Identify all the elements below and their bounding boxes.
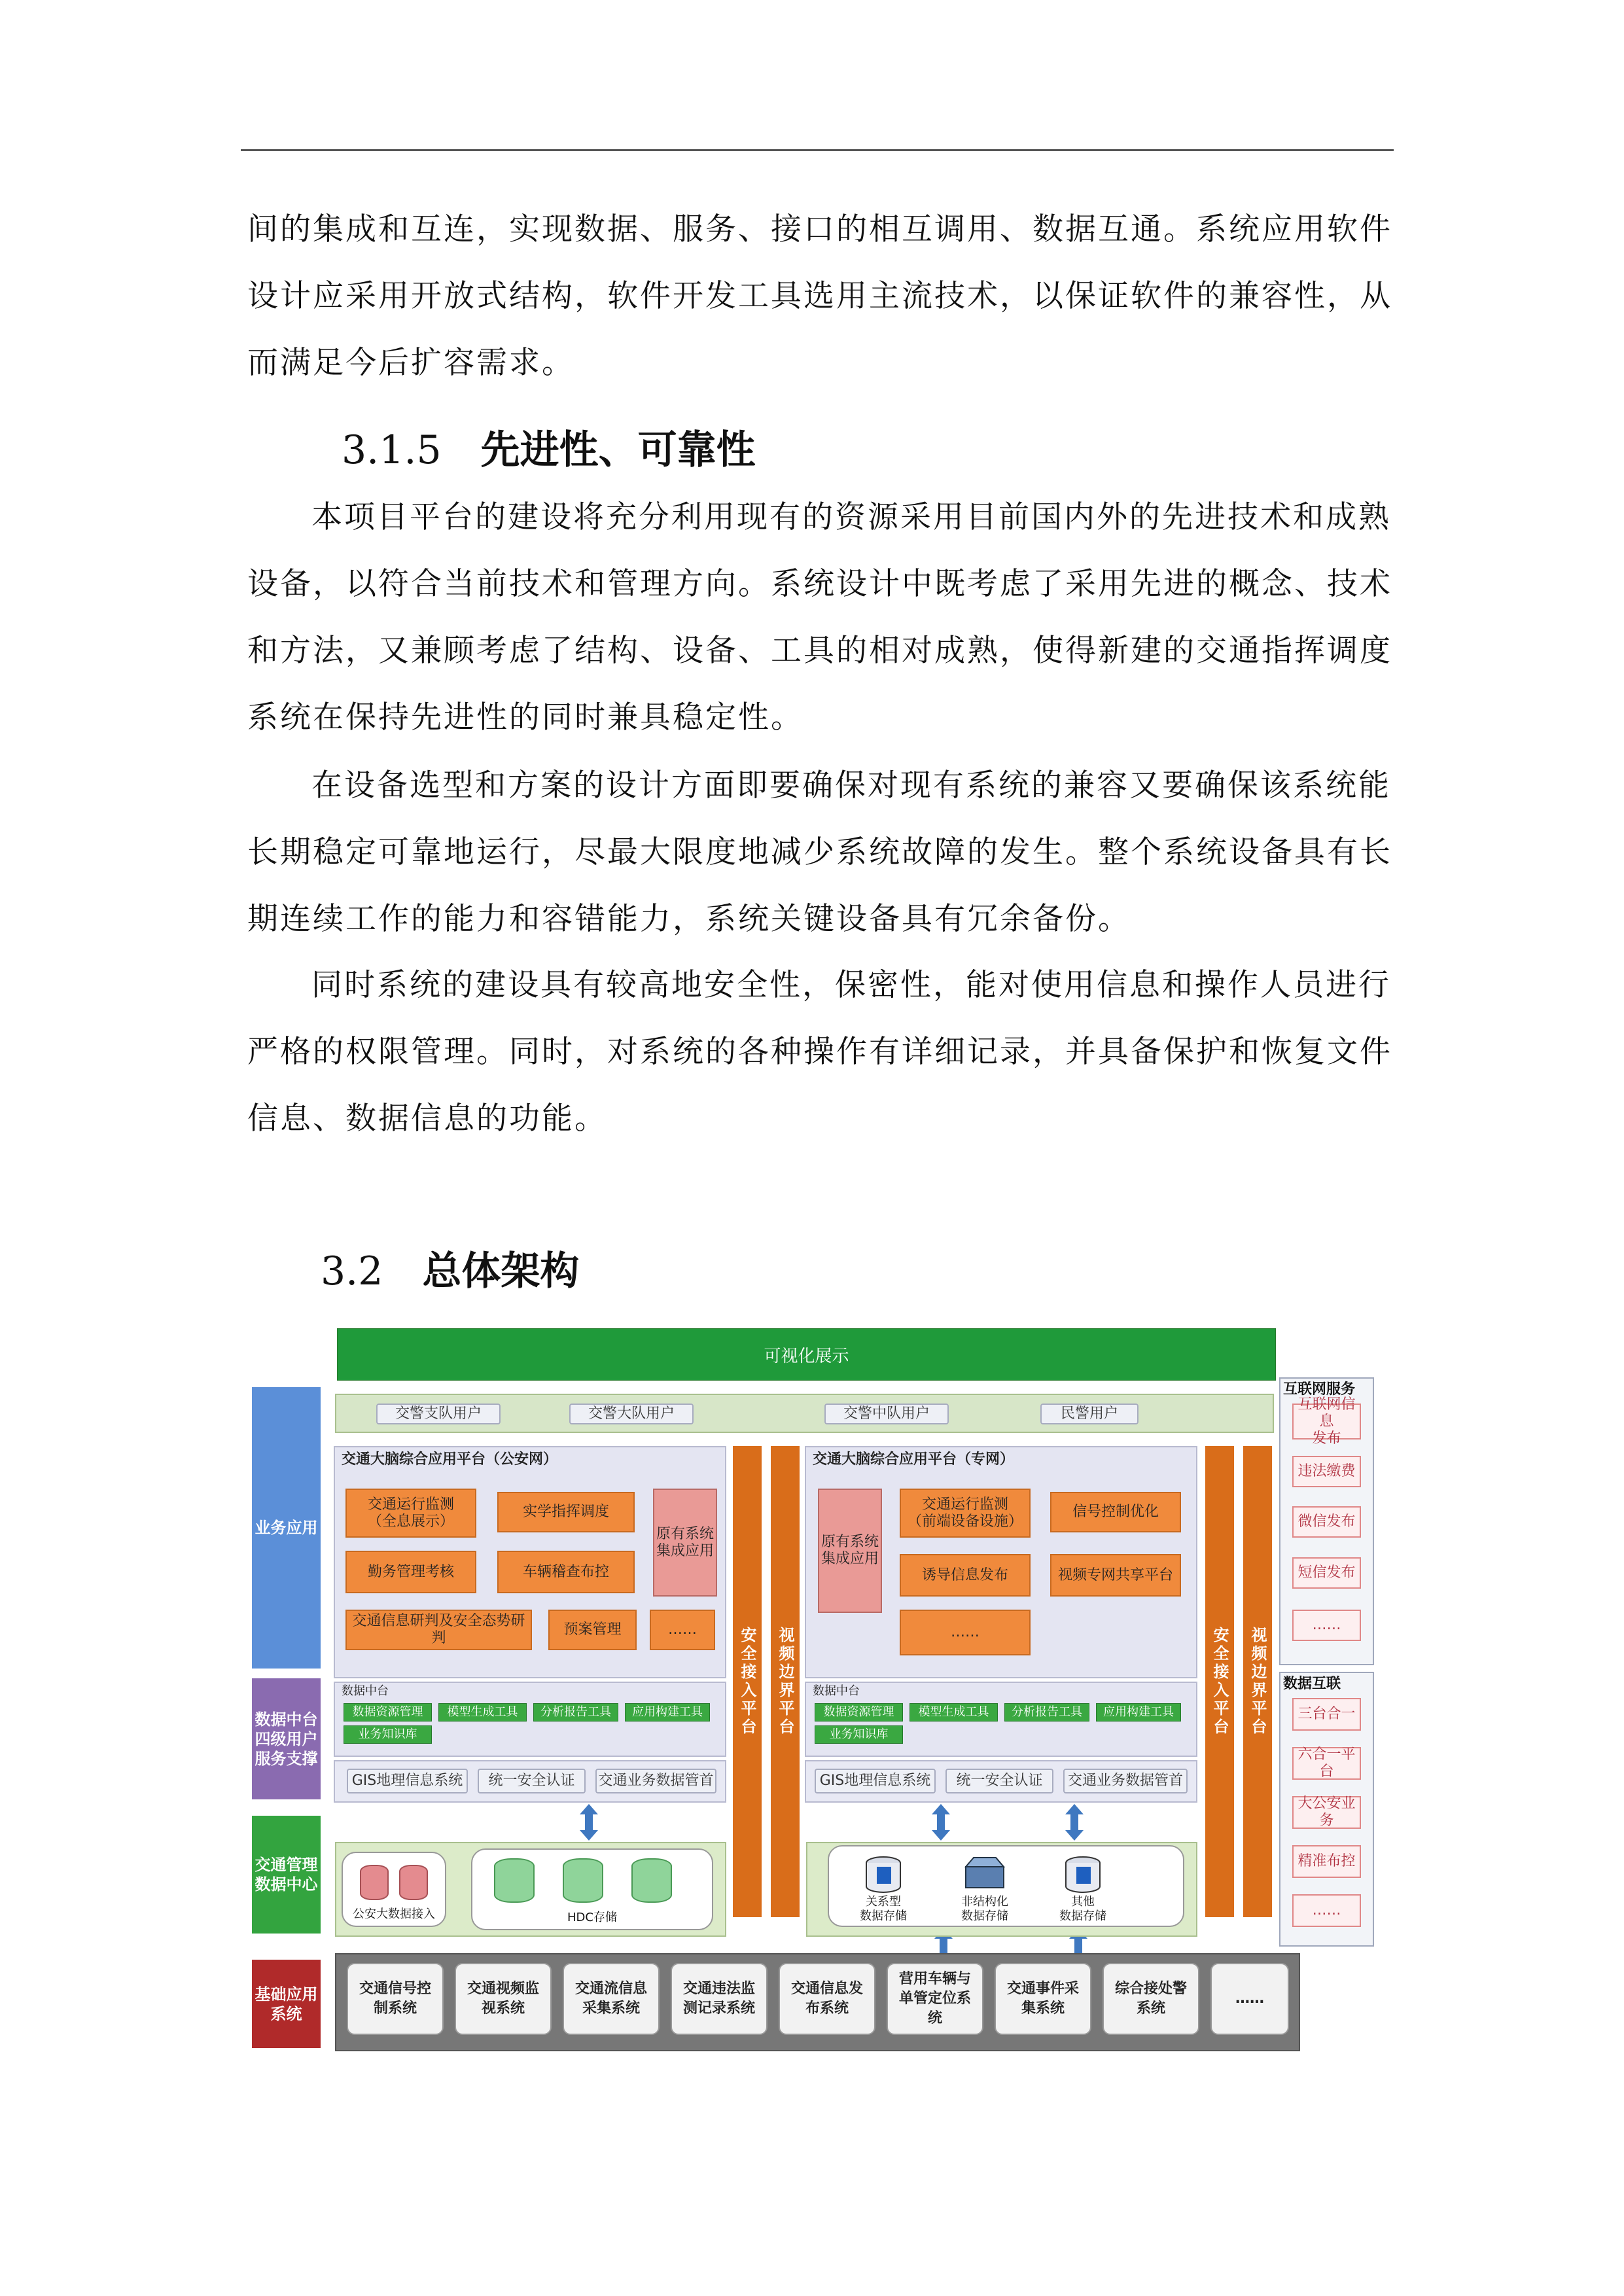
panel-item: 短信发布 xyxy=(1292,1557,1361,1589)
base-system-box: 营用车辆与 单管定位系 统 xyxy=(887,1963,983,2035)
panel-item: 大公安业务 xyxy=(1292,1796,1361,1829)
bigdata-access-box: 公安大数据接入 xyxy=(342,1852,446,1927)
module-box: 预案管理 xyxy=(548,1610,637,1650)
heading-title: 总体架构 xyxy=(422,1248,580,1294)
archive-icon xyxy=(962,1855,1008,1891)
gis-pill: 统一安全认证 xyxy=(478,1769,586,1793)
gis-pill: 交通业务数据管首 xyxy=(595,1769,716,1793)
hdc-storage-box: HDC存储 xyxy=(471,1848,713,1930)
visualization-bar: 可视化展示 xyxy=(337,1328,1276,1381)
gis-pill: 统一安全认证 xyxy=(945,1769,1053,1793)
vertical-bar: 安全接入平台 xyxy=(733,1446,762,1917)
paragraph-3 xyxy=(247,752,1394,953)
tool-box: 应用构建工具 xyxy=(1096,1703,1181,1722)
data-middle-title: 数据中台 xyxy=(813,1684,860,1698)
tool-box: 分析报告工具 xyxy=(533,1703,618,1722)
panel-item: 精准布控 xyxy=(1292,1845,1361,1878)
tool-box: 数据资源管理 xyxy=(344,1703,432,1722)
module-box: 车辆稽查布控 xyxy=(497,1551,635,1593)
gis-pill: GIS地理信息系统 xyxy=(815,1769,936,1793)
panel-item: 微信发布 xyxy=(1292,1506,1361,1538)
panel-item: 六合一平台 xyxy=(1292,1747,1361,1780)
database-icon xyxy=(494,1858,535,1903)
heading-number: 3.2 xyxy=(321,1248,383,1294)
panel-item: …… xyxy=(1292,1894,1361,1927)
data-middle-title: 数据中台 xyxy=(342,1684,389,1698)
heading-number: 3.1.5 xyxy=(342,427,442,473)
left-platform-title: 交通大脑综合应用平台（公安网） xyxy=(342,1451,558,1468)
double-arrow-icon xyxy=(576,1803,602,1842)
base-system-box: 交通信息发 布系统 xyxy=(779,1963,875,2035)
tool-box: 数据资源管理 xyxy=(815,1703,903,1722)
section-heading-3-2 xyxy=(321,1240,579,1296)
database-icon xyxy=(1063,1855,1103,1894)
storage-label: 其他 数据存储 xyxy=(1059,1895,1106,1923)
module-box: 实学指挥调度 xyxy=(497,1492,635,1532)
tool-box: 应用构建工具 xyxy=(625,1703,710,1722)
paragraph-text: 间的集成和互连，实现数据、服务、接口的相互调用、数据互通。系统应用软件设计应采用开放式结构，软件开发工具选用主流技术，以保证软件的兼容性，从而满足今后扩容需求。 xyxy=(247,211,1392,381)
right-platform-title: 交通大脑综合应用平台（专网） xyxy=(813,1451,1015,1468)
paragraph-4 xyxy=(247,952,1394,1152)
base-system-box: 交通事件采 集系统 xyxy=(995,1963,1091,2035)
side-label-middle: 数据中台 四级用户 服务支撑 xyxy=(252,1678,321,1799)
module-box: 诱导信息发布 xyxy=(900,1554,1031,1597)
base-system-box: 交通流信息 采集系统 xyxy=(563,1963,660,2035)
module-box: …… xyxy=(650,1610,715,1650)
database-icon xyxy=(631,1858,672,1903)
module-box: 勤务管理考核 xyxy=(345,1551,476,1593)
base-system-box: 交通视频监 视系统 xyxy=(455,1963,552,2035)
tool-box: 业务知识库 xyxy=(344,1725,432,1744)
gis-pill: GIS地理信息系统 xyxy=(347,1769,468,1793)
base-system-box: 交通违法监 测记录系统 xyxy=(671,1963,768,2035)
side-label-business: 业务应用 xyxy=(252,1387,321,1669)
paragraph-text: 本项目平台的建设将充分利用现有的资源采用目前国内外的先进技术和成熟设备，以符合当前技术和管理方向。系统设计中既考虑了采用先进的概念、技术和方法，又兼顾考虑了结构、设备、工具的相对成熟，使得新建的交通指挥调度系统在保持先进性的同时兼具稳定性。 xyxy=(247,499,1392,735)
paragraph-1 xyxy=(247,196,1394,397)
legacy-box: 原有系统 集成应用 xyxy=(818,1489,882,1613)
module-box: 信号控制优化 xyxy=(1050,1492,1181,1532)
section-heading-3-1-5 xyxy=(342,419,756,475)
panel-title: 互联网服务 xyxy=(1283,1381,1356,1398)
database-icon xyxy=(563,1858,603,1903)
base-system-box: 交通信号控 制系统 xyxy=(347,1963,444,2035)
module-box: 交通运行监测 （全息展示） xyxy=(345,1489,476,1538)
panel-title: 数据互联 xyxy=(1283,1676,1341,1692)
user-pill: 交警大队用户 xyxy=(569,1404,694,1424)
tool-box: 模型生成工具 xyxy=(438,1703,527,1722)
base-system-box: …… xyxy=(1210,1963,1289,2035)
tool-box: 业务知识库 xyxy=(815,1725,903,1744)
vertical-bar: 视频边界平台 xyxy=(771,1446,800,1917)
module-box: …… xyxy=(900,1610,1031,1655)
user-pill: 交警中队用户 xyxy=(824,1404,949,1424)
user-pill: 交警支队用户 xyxy=(376,1404,501,1424)
database-icon xyxy=(399,1865,428,1900)
base-system-box: 综合接处警 系统 xyxy=(1103,1963,1199,2035)
database-icon xyxy=(360,1865,389,1900)
header-rule xyxy=(241,149,1394,151)
panel-item: 互联网信息 发布 xyxy=(1292,1404,1361,1439)
module-box: 交通运行监测 （前端设备设施） xyxy=(900,1489,1031,1538)
legacy-box: 原有系统 集成应用 xyxy=(653,1489,717,1597)
double-arrow-icon xyxy=(928,1803,954,1842)
paragraph-text: 同时系统的建设具有较高地安全性，保密性，能对使用信息和操作人员进行严格的权限管理。同时，对系统的各种操作有详细记录，并具备保护和恢复文件信息、数据信息的功能。 xyxy=(247,967,1392,1137)
tool-box: 分析报告工具 xyxy=(1004,1703,1089,1722)
paragraph-text: 在设备选型和方案的设计方面即要确保对现有系统的兼容又要确保该系统能长期稳定可靠地运行，尽最大限度地减少系统故障的发生。整个系统设备具有长期连续工作的能力和容错能力，系统关键设备具有冗余备份。 xyxy=(247,768,1392,937)
user-pill: 民警用户 xyxy=(1040,1404,1139,1424)
panel-item: 三台合一 xyxy=(1292,1698,1361,1731)
panel-item: 违法缴费 xyxy=(1292,1456,1361,1487)
paragraph-2 xyxy=(247,484,1394,751)
heading-title: 先进性、可靠性 xyxy=(480,427,756,473)
panel-item: …… xyxy=(1292,1610,1361,1641)
module-box: 交通信息研判及安全态势研判 xyxy=(345,1610,532,1650)
tool-box: 模型生成工具 xyxy=(909,1703,998,1722)
side-label-datacenter: 交通管理 数据中心 xyxy=(252,1816,321,1934)
storage-label: 关系型 数据存储 xyxy=(860,1895,907,1923)
double-arrow-icon xyxy=(1061,1803,1087,1842)
side-label-base: 基础应用 系统 xyxy=(252,1960,321,2048)
database-icon xyxy=(864,1855,903,1894)
storage-label: 非结构化 数据存储 xyxy=(961,1895,1008,1923)
vertical-bar: 安全接入平台 xyxy=(1205,1446,1234,1917)
vertical-bar: 视频边界平台 xyxy=(1243,1446,1272,1917)
gis-pill: 交通业务数据管首 xyxy=(1063,1769,1188,1793)
module-box: 视频专网共享平台 xyxy=(1050,1554,1181,1597)
